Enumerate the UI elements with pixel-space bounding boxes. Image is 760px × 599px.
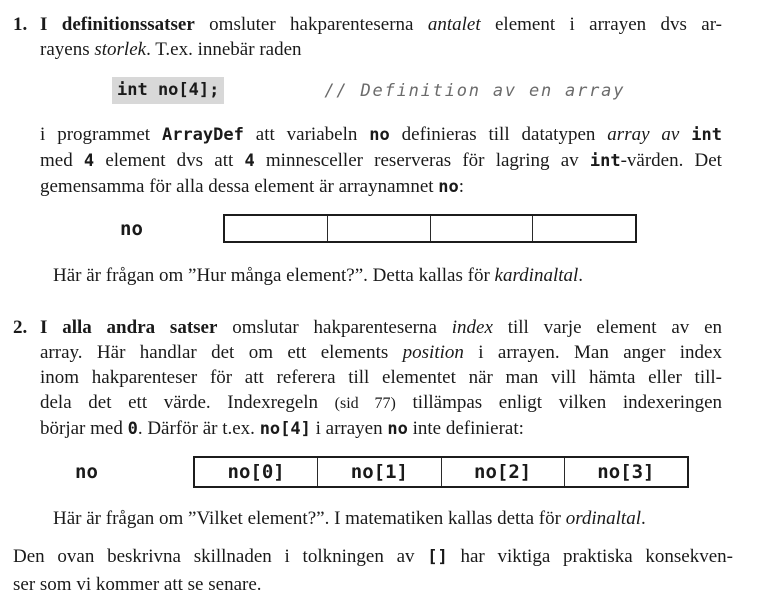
list-item-2 [13, 315, 733, 531]
text-line: inom hakparenteser för att referera till elementet när man vill hämta eller till- [40, 367, 722, 388]
array-cell [430, 216, 533, 241]
item-1-number: 1. [13, 14, 28, 35]
array-name-label: no [75, 461, 98, 483]
text-line: array. Här handlar det om ett elements position i arrayen. Man anger index [40, 342, 722, 363]
text-line: börjar med 0. Därför är t.ex. no[4] i arrayen no inte definierat: [40, 418, 524, 439]
text-line: i programmet ArrayDef att variabeln no definieras till datatypen array av int [40, 124, 723, 145]
text-line: med 4 element dvs att 4 minnesceller reserveras för lagring av int-värden. Det [40, 150, 722, 171]
array-table-empty [223, 214, 637, 243]
code-comment: // Definition av en array [324, 80, 626, 101]
array-cell: no[0] [227, 461, 285, 483]
array-cell [532, 216, 635, 241]
ordinaltal-sentence: Här är frågan om ”Vilket element?”. I matematiken kallas detta för ordinaltal. [53, 508, 646, 529]
text-line: gemensamma för alla dessa element är arraynamnet no: [40, 176, 465, 197]
item-2-content [40, 315, 722, 531]
item-2-number: 2. [13, 317, 28, 338]
text-line: ser som vi kommer att se senare. [13, 574, 262, 595]
closing-paragraph [13, 543, 733, 599]
array-table-indexed [193, 456, 689, 488]
array-cell [225, 216, 327, 241]
text-line: I alla andra satser omslutar hakparenteserna index till varje element av en [40, 317, 723, 338]
text-line: rayens storlek. T.ex. innebär raden [40, 39, 302, 60]
list-item-1 [13, 12, 733, 288]
text-line: Den ovan beskrivna skillnaden i tolkningen av [] har viktiga praktiska konsekven- [13, 546, 733, 567]
array-name-label: no [120, 217, 143, 240]
code-line [112, 77, 722, 104]
kardinaltal-sentence: Här är frågan om ”Hur många element?”. Detta kallas för kardinaltal. [53, 265, 584, 286]
array-cell: no[1] [317, 458, 440, 486]
code-statement: int no[4]; [112, 77, 224, 104]
array-cell: no[2] [441, 458, 564, 486]
array-cell: no[3] [564, 458, 687, 486]
item-1-content [40, 12, 722, 288]
array-cell [327, 216, 430, 241]
array-diagram-indexed [40, 456, 722, 488]
text-line: dela det ett värde. Indexregeln (sid 77) tillämpas enligt vilken indexeringen [40, 392, 723, 413]
array-diagram-empty [40, 214, 722, 243]
text-line: I definitionssatser omsluter hakparenteserna antalet element i arrayen dvs ar- [40, 14, 722, 35]
